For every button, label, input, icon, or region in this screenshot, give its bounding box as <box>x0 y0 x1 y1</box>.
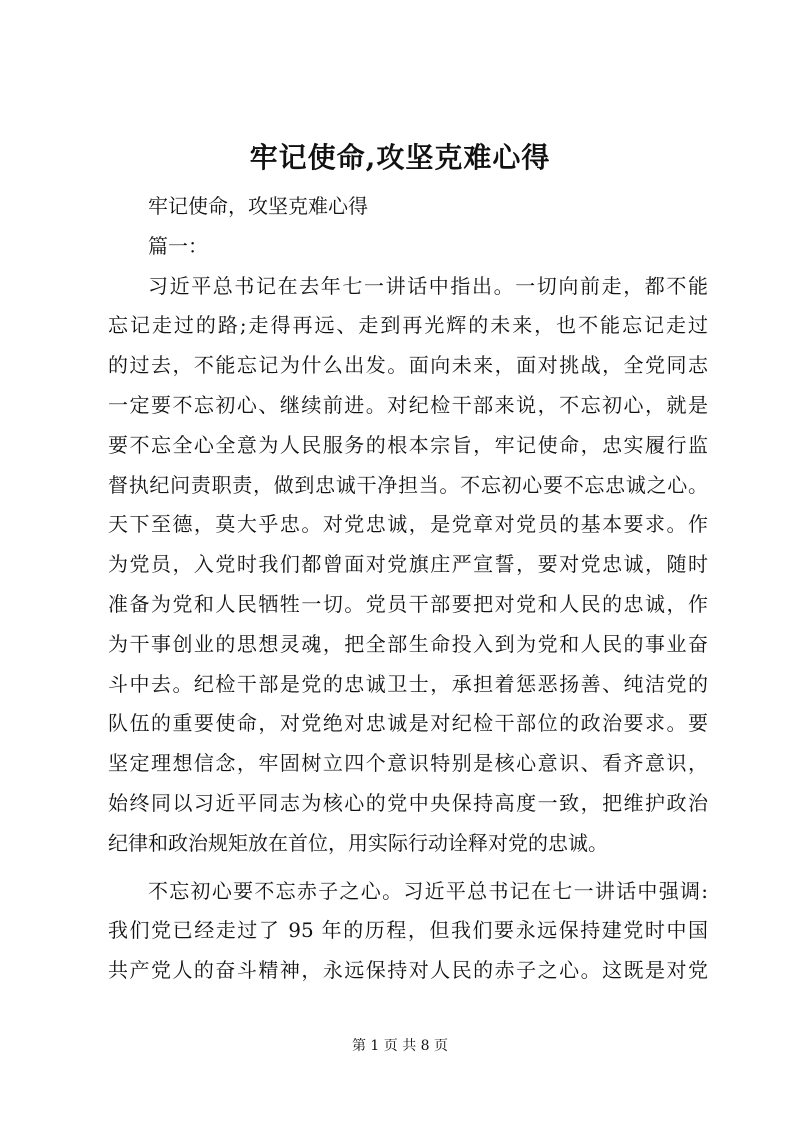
page-footer: 第 1 页 共 8 页 <box>351 1038 449 1054</box>
paragraph-gap <box>108 864 708 872</box>
paragraph-line: 一定要不忘初心、继续前进。对纪检干部来说，不忘初心，就是 <box>108 392 708 417</box>
paragraph-line: 我们党已经走过了 95 年的历程，但我们要永远保持建党时中国 <box>108 918 708 943</box>
paragraph-line: 纪律和政治规矩放在首位，用实际行动诠释对党的忠诚。 <box>108 830 608 855</box>
paragraph-line: 准备为党和人民牺牲一切。党员干部要把对党和人民的忠诚，作 <box>108 591 708 616</box>
section-label: 篇一： <box>148 233 208 258</box>
paragraph-line: 共产党人的奋斗精神，永远保持对人民的赤子之心。这既是对党 <box>108 958 708 983</box>
paragraph-line: 督执纪问责职责，做到忠诚干净担当。不忘初心要不忘忠诚之心。 <box>108 472 708 497</box>
paragraph-line: 始终同以习近平同志为核心的党中央保持高度一致，把维护政治 <box>108 790 708 815</box>
paragraph-line: 队伍的重要使命，对党绝对忠诚是对纪检干部位的政治要求。要 <box>108 711 708 736</box>
paragraph-line: 习近平总书记在去年七一讲话中指出。一切向前走，都不能 <box>148 273 708 298</box>
paragraph-line: 为干事创业的思想灵魂，把全部生命投入到为党和人民的事业奋 <box>108 631 708 656</box>
paragraph-line: 斗中去。纪检干部是党的忠诚卫士，承担着惩恶扬善、纯洁党的 <box>108 671 708 696</box>
document-title: 牢记使命,攻坚克难心得 <box>249 141 551 174</box>
paragraph-line: 天下至德，莫大乎忠。对党忠诚，是党章对党员的基本要求。作 <box>108 512 708 537</box>
paragraph-line: 为党员，入党时我们都曾面对党旗庄严宣誓，要对党忠诚，随时 <box>108 552 708 577</box>
document-body <box>108 187 708 991</box>
paragraph-line: 要不忘全心全意为人民服务的根本宗旨，牢记使命，忠实履行监 <box>108 432 708 457</box>
subtitle-line: 牢记使命，攻坚克难心得 <box>148 194 368 218</box>
paragraph-line: 不忘初心要不忘赤子之心。习近平总书记在七一讲话中强调: <box>148 878 708 903</box>
paragraph-line: 忘记走过的路;走得再远、走到再光辉的未来，也不能忘记走过 <box>108 313 708 338</box>
paragraph-2 <box>108 872 708 991</box>
paragraph-line: 坚定理想信念，牢固树立四个意识特别是核心意识、看齐意识， <box>108 751 708 776</box>
paragraph-line: 的过去，不能忘记为什么出发。面向未来，面对挑战，全党同志 <box>108 353 708 378</box>
paragraph-1 <box>108 267 708 864</box>
